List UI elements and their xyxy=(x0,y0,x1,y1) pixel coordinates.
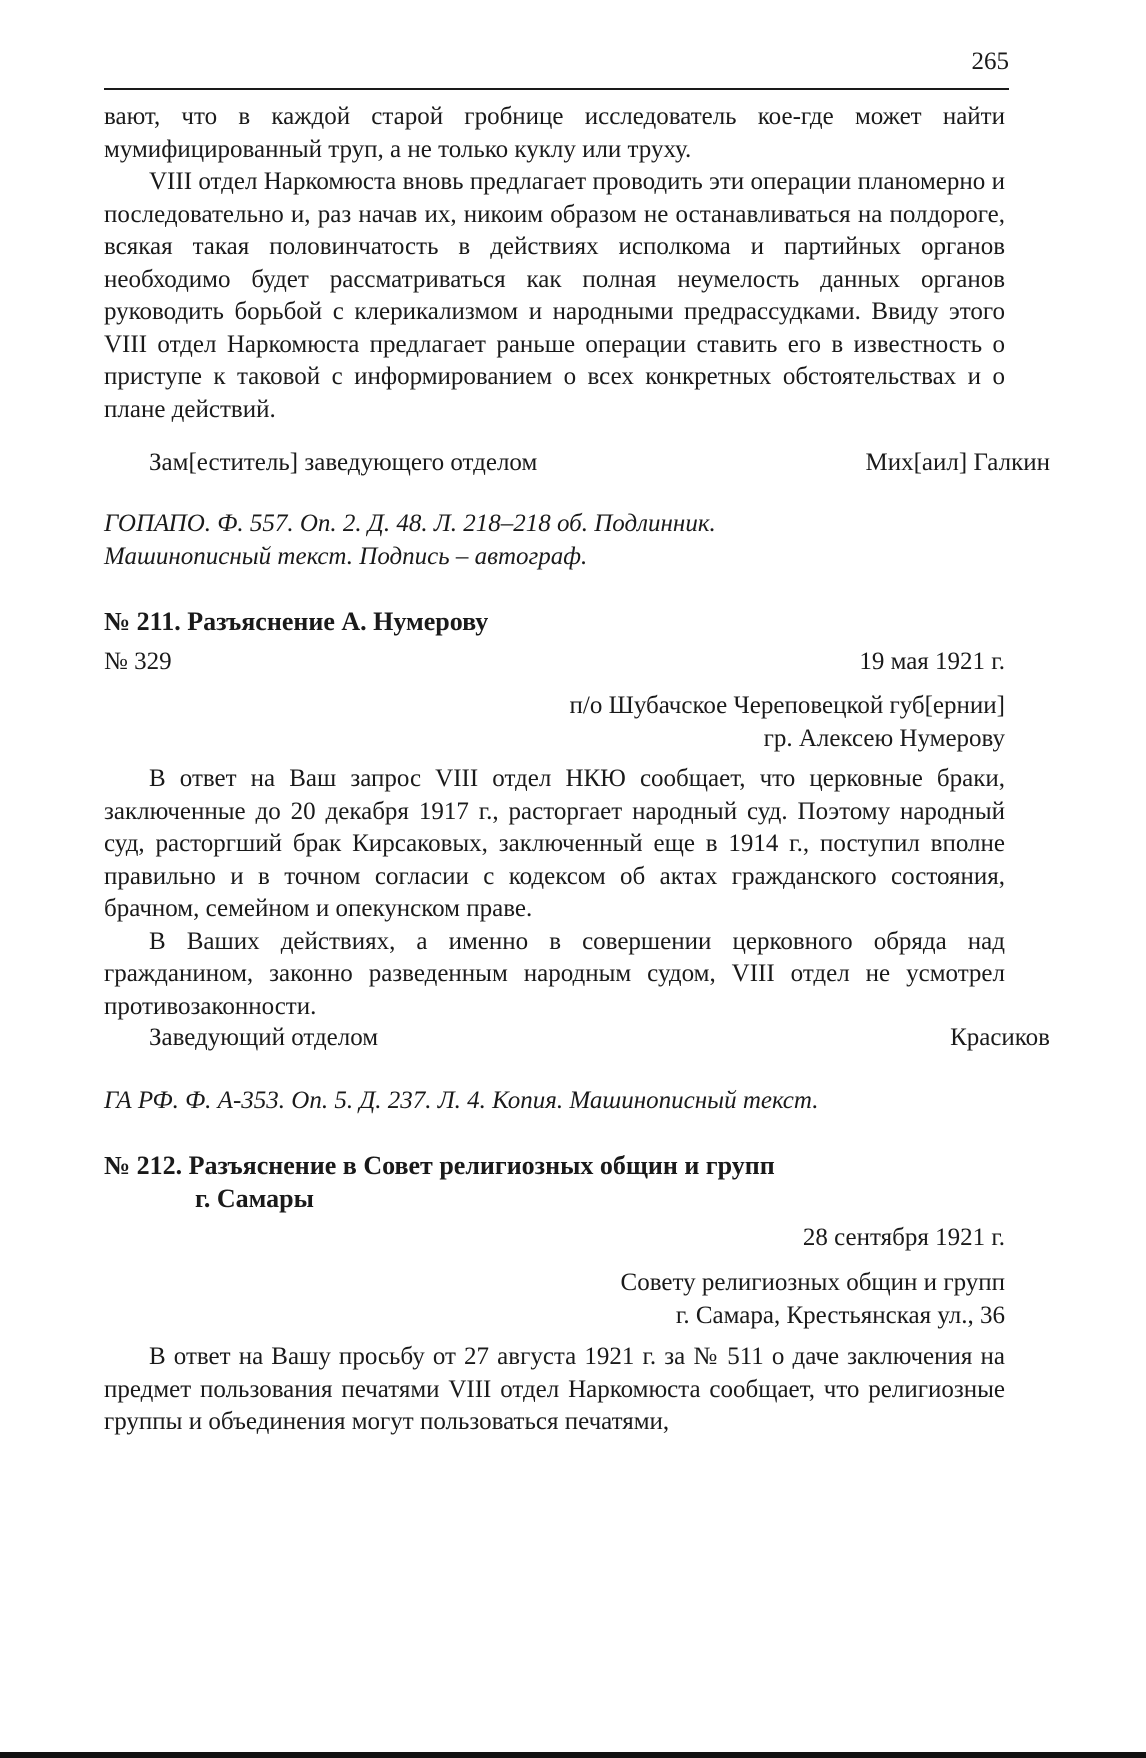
archival-source xyxy=(104,508,1005,573)
document-211-body xyxy=(104,763,1005,1023)
address-line: п/о Шубачское Череповецкой губ[ернии] xyxy=(569,692,1005,719)
heading-line: г. Самары xyxy=(195,1184,314,1213)
paragraph: В ответ на Вашу просьбу от 27 августа 1921 г. за № 511 о даче заключения на предмет пользования печатями VIII отдел Наркомюста сообщает, что религиозные группы и объединения могут пользоваться печатями, xyxy=(104,1343,1005,1435)
document-heading: № 211. Разъяснение А. Нумерову xyxy=(104,607,489,636)
page-number: 265 xyxy=(971,48,1009,75)
heading-line: № 212. Разъяснение в Совет религиозных общин и групп xyxy=(104,1151,775,1180)
signature-role: Зам[еститель] заведующего отделом xyxy=(149,449,538,476)
document-date: 28 сентября 1921 г. xyxy=(802,1224,1005,1251)
address-line: г. Самара, Крестьянская ул., 36 xyxy=(675,1301,1005,1329)
paragraph: VIII отдел Наркомюста вновь предлагает проводить эти операции планомерно и последовательно и, раз начав их, никоим образом не останавливаться на полдороге, всякая такая половинчатость в действиях исполкома и партийных органов необходимо будет рассматриваться как полная неумелость данных органов руководить борьбой с клерикализмом и народными предрассудками. Ввиду этого VIII отдел Наркомюста предлагает раньше операции ставить его в известность о приступе к таковой с информированием о всех конкретных обстоятельствах и о плане действий. xyxy=(104,168,1005,423)
signature-role: Заведующий отделом xyxy=(149,1024,379,1051)
document-heading xyxy=(104,1149,1005,1215)
signature-name: Красиков xyxy=(950,1024,1050,1051)
address-line: Совету религиозных общин и групп xyxy=(620,1269,1005,1296)
address-line: гр. Алексею Нумерову xyxy=(763,724,1005,752)
paragraph: вают, что в каждой старой гробнице исследователь кое-где может найти мумифицированный труп, а не только куклу или труху. xyxy=(104,103,1005,163)
document-212-body xyxy=(104,1341,1005,1439)
source-line: ГОПАПО. Ф. 557. Оп. 2. Д. 48. Л. 218–218 об. Подлинник. xyxy=(104,510,716,537)
bottom-edge-rule xyxy=(0,1752,1146,1758)
paragraph: В Ваших действиях, а именно в совершении церковного обряда над гражданином, законно разведенным народным судом, VIII отдел не усмотрел противозаконности. xyxy=(104,927,1005,1020)
addressee xyxy=(104,1267,1005,1332)
signature-line xyxy=(104,1022,1050,1055)
document-number-date xyxy=(104,646,1005,679)
paragraph: В ответ на Ваш запрос VIII отдел НКЮ сообщает, что церковные браки, заключенные до 20 декабря 1917 г., расторгает народный суд. Поэтому народный суд, расторгший брак Кирсаковых, заключенный еще в 1914 г., поступил вполне правильно и в точном согласии с кодексом об актах гражданского состояния, брачном, семейном и опекунском праве. xyxy=(104,765,1005,922)
source-line: Машинописный текст. Подпись – автограф. xyxy=(104,542,588,570)
source-line: ГА РФ. Ф. А-353. Оп. 5. Д. 237. Л. 4. Копия. Машинописный текст. xyxy=(104,1087,819,1114)
previous-document-text xyxy=(104,101,1005,426)
document-number: № 329 xyxy=(104,648,172,675)
addressee xyxy=(104,690,1005,755)
signature-name: Мих[аил] Галкин xyxy=(865,449,1050,476)
document-date: 19 мая 1921 г. xyxy=(859,648,1005,675)
document-211-heading-block xyxy=(104,605,1005,638)
document-212-heading-block xyxy=(104,1149,1005,1215)
archival-source xyxy=(104,1085,1005,1118)
signature-line xyxy=(104,447,1050,480)
header-rule xyxy=(104,88,1009,90)
